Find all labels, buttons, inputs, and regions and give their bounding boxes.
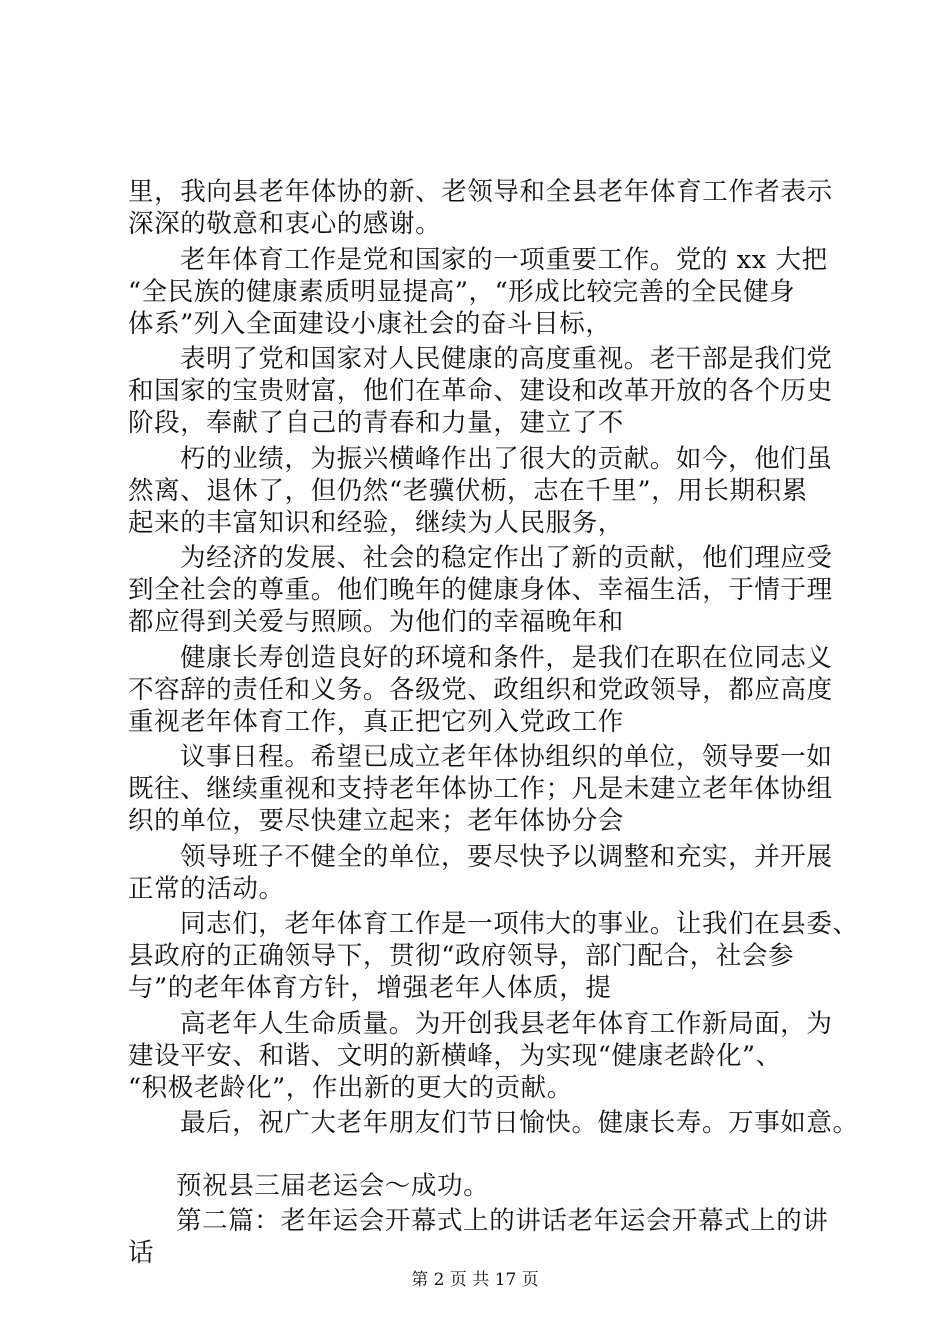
text-line: 深深的敬意和衷心的感谢。 (128, 209, 442, 239)
text-line: 朽的业绩，为振兴横峰作出了很大的贡献。如今，他们虽 (180, 444, 833, 474)
text-line: 到全社会的尊重。他们晚年的健康身体、幸福生活，于情于理 (128, 575, 833, 605)
text-line: 阶段，奉献了自己的青春和力量，建立了不 (128, 408, 624, 438)
text-line: 然离、退休了，但仍然“老骥伏枥，志在千里”，用长期积累 (128, 476, 808, 506)
text-line: “全民族的健康素质明显提高”，“形成比较完善的全民健身 (128, 277, 796, 307)
text-line: 不容辞的责任和义务。各级党、政组织和党政领导，都应高度 (128, 675, 833, 705)
text-line: 话 (128, 1238, 155, 1268)
text-line: 正常的活动。 (128, 874, 285, 904)
text-line: 起来的丰富知识和经验，继续为人民服务， (128, 508, 624, 538)
text-line: 表明了党和国家对人民健康的高度重视。老干部是我们党 (180, 344, 833, 374)
text-line: 预祝县三届老运会～成功。 (176, 1171, 490, 1201)
text-line: 都应得到关爱与照顾。为他们的幸福晚年和 (128, 607, 624, 637)
text-line: 同志们，老年体育工作是一项伟大的事业。让我们在县委、 (180, 909, 859, 939)
text-line: 重视老年体育工作，真正把它列入党政工作 (128, 707, 624, 737)
text-line: 为经济的发展、社会的稳定作出了新的贡献，他们理应受 (180, 543, 833, 573)
text-line: 领导班子不健全的单位，要尽快予以调整和充实，并开展 (180, 842, 833, 872)
text-line: “积极老龄化”，作出新的更大的贡献。 (128, 1073, 573, 1103)
text-line: 与”的老年体育方针，增强老年人体质，提 (128, 973, 612, 1003)
section-heading: 第二篇：老年运会开幕式上的讲话老年运会开幕式上的讲 (176, 1206, 829, 1236)
text-line: 织的单位，要尽快建立起来；老年体协分会 (128, 806, 624, 836)
text-line: 最后，祝广大老年朋友们节日愉快。健康长寿。万事如意。 (180, 1108, 859, 1138)
text-line: 里，我向县老年体协的新、老领导和全县老年体育工作者表示 (128, 177, 833, 207)
text-line: 老年体育工作是党和国家的一项重要工作。党的 xx 大把 (180, 245, 828, 275)
page-footer: 第 2 页 共 17 页 (411, 1270, 539, 1290)
text-line: 县政府的正确领导下，贯彻“政府领导，部门配合，社会参 (128, 941, 795, 971)
text-line: 健康长寿创造良好的环境和条件，是我们在职在位同志义 (180, 643, 833, 673)
text-line: 体系”列入全面建设小康社会的奋斗目标， (128, 309, 612, 339)
text-line: 高老年人生命质量。为开创我县老年体育工作新局面，为 (180, 1009, 833, 1039)
text-line: 既往、继续重视和支持老年体协工作；凡是未建立老年体协组 (128, 774, 833, 804)
text-line: 建设平安、和谐、文明的新横峰，为实现“健康老龄化”、 (128, 1041, 782, 1071)
text-line: 和国家的宝贵财富，他们在革命、建设和改革开放的各个历史 (128, 376, 833, 406)
text-line: 议事日程。希望已成立老年体协组织的单位，领导要一如 (180, 742, 833, 772)
